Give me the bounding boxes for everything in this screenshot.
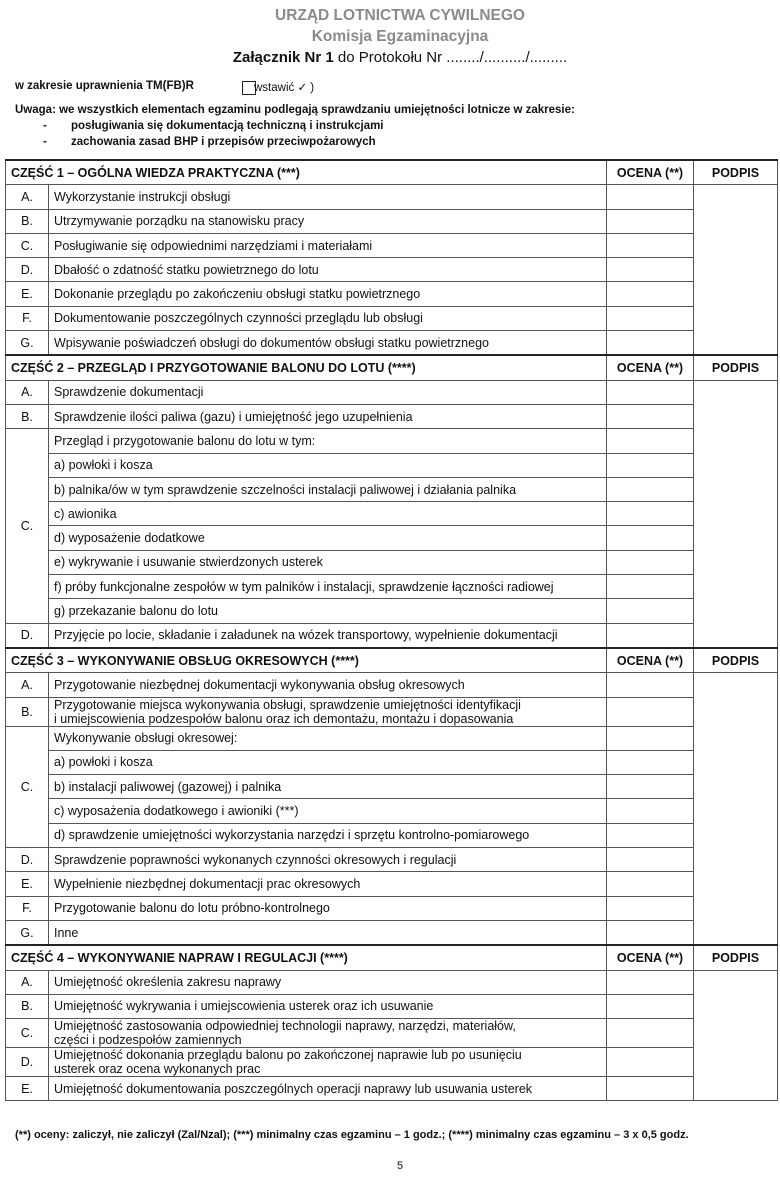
row-letter: G. <box>6 920 49 945</box>
row-text: Wykonywanie obsługi okresowej: <box>49 726 607 750</box>
row-letter: F. <box>6 306 49 330</box>
row-text: Dokumentowanie poszczególnych czynności przeglądu lub obsługi <box>49 306 607 330</box>
grade-column-header: OCENA (**) <box>607 160 694 185</box>
section-header <box>6 355 778 380</box>
grade-column-header: OCENA (**) <box>607 355 694 380</box>
row-text: Wypełnienie niezbędnej dokumentacji prac okresowych <box>49 872 607 896</box>
table-row <box>6 233 778 257</box>
section-title: CZĘŚĆ 3 – WYKONYWANIE OBSŁUG OKRESOWYCH (****) <box>6 648 607 673</box>
row-letter: C. <box>6 429 49 623</box>
row-letter: B. <box>6 994 49 1018</box>
bullet-dash: - <box>43 120 47 132</box>
grade-cell[interactable] <box>607 526 694 550</box>
row-text-line: Przygotowanie miejsca wykonywania obsługi, sprawdzenie umiejętności identyfikacji <box>54 697 521 712</box>
row-text <box>49 697 607 726</box>
section-title: CZĘŚĆ 2 – PRZEGLĄD I PRZYGOTOWANIE BALONU DO LOTU (****) <box>6 355 607 380</box>
grade-cell[interactable] <box>607 209 694 233</box>
row-text: Umiejętność dokumentowania poszczególnych operacji naprawy lub usuwania usterek <box>49 1077 607 1101</box>
signature-cell[interactable] <box>694 380 778 648</box>
signature-cell[interactable] <box>694 970 778 1101</box>
table-row <box>6 453 778 477</box>
grade-cell[interactable] <box>607 185 694 209</box>
grade-cell[interactable] <box>607 1019 694 1048</box>
row-text-line: i umiejscowienia podzespołów balonu oraz ich demontażu, montażu i dopasowania <box>54 711 514 726</box>
table-row <box>6 306 778 330</box>
row-text-line: Umiejętność zastosowania odpowiedniej technologii naprawy, narzędzi, materiałów, <box>54 1019 516 1034</box>
row-text: c) awionika <box>49 502 607 526</box>
table-row <box>6 599 778 623</box>
row-text: f) próby funkcjonalne zespołów w tym palników i instalacji, sprawdzenie łączności radiowej <box>49 575 607 599</box>
sign-column-header: PODPIS <box>694 945 778 970</box>
grade-column-header: OCENA (**) <box>607 945 694 970</box>
row-text: Przegląd i przygotowanie balonu do lotu w tym: <box>49 429 607 453</box>
row-text: Wpisywanie poświadczeń obsługi do dokumentów obsługi statku powietrznego <box>49 331 607 356</box>
row-letter: A. <box>6 185 49 209</box>
annex-heading <box>0 49 780 66</box>
grade-cell[interactable] <box>607 233 694 257</box>
grade-cell[interactable] <box>607 404 694 428</box>
table-row <box>6 726 778 750</box>
grade-cell[interactable] <box>607 823 694 847</box>
grade-cell[interactable] <box>607 453 694 477</box>
row-text: c) wyposażenia dodatkowego i awioniki (***) <box>49 799 607 823</box>
table-row <box>6 380 778 404</box>
grade-cell[interactable] <box>607 896 694 920</box>
table-row <box>6 185 778 209</box>
grade-cell[interactable] <box>607 726 694 750</box>
exam-table <box>5 159 778 1101</box>
grade-cell[interactable] <box>607 550 694 574</box>
row-text: Wykorzystanie instrukcji obsługi <box>49 185 607 209</box>
table-row <box>6 799 778 823</box>
table-row <box>6 994 778 1018</box>
table-row <box>6 896 778 920</box>
grade-cell[interactable] <box>607 380 694 404</box>
row-letter: E. <box>6 872 49 896</box>
table-row <box>6 258 778 282</box>
table-row <box>6 750 778 774</box>
row-text: a) powłoki i kosza <box>49 750 607 774</box>
page-number: 5 <box>396 1160 404 1172</box>
grade-cell[interactable] <box>607 697 694 726</box>
row-text: Przygotowanie balonu do lotu próbno-kontrolnego <box>49 896 607 920</box>
row-text: b) instalacji paliwowej (gazowej) i palnika <box>49 775 607 799</box>
table-row <box>6 623 778 648</box>
grade-cell[interactable] <box>607 1077 694 1101</box>
row-text: Przygotowanie niezbędnej dokumentacji wykonywania obsług okresowych <box>49 673 607 697</box>
table-row <box>6 1019 778 1048</box>
row-text <box>49 1019 607 1048</box>
row-letter: A. <box>6 673 49 697</box>
row-letter: B. <box>6 404 49 428</box>
table-row <box>6 282 778 306</box>
row-text: Umiejętność wykrywania i umiejscowienia usterek oraz ich usuwanie <box>49 994 607 1018</box>
section-header <box>6 160 778 185</box>
row-text: Dokonanie przeglądu po zakończeniu obsługi statku powietrznego <box>49 282 607 306</box>
annex-number: Załącznik Nr 1 <box>232 49 334 66</box>
table-row <box>6 502 778 526</box>
row-text: Sprawdzenie ilości paliwa (gazu) i umiejętność jego uzupełnienia <box>49 404 607 428</box>
row-text-line: części i podzespołów zamiennych <box>54 1033 242 1048</box>
row-text: Umiejętność określenia zakresu naprawy <box>49 970 607 994</box>
row-text: Sprawdzenie dokumentacji <box>49 380 607 404</box>
row-letter: D. <box>6 623 49 648</box>
grade-cell[interactable] <box>607 775 694 799</box>
grade-cell[interactable] <box>607 623 694 648</box>
row-letter: A. <box>6 380 49 404</box>
table-row <box>6 209 778 233</box>
row-text: Utrzymywanie porządku na stanowisku pracy <box>49 209 607 233</box>
row-text: Sprawdzenie poprawności wykonanych czynności okresowych i regulacji <box>49 848 607 872</box>
row-letter: B. <box>6 697 49 726</box>
row-letter: B. <box>6 209 49 233</box>
section-title: CZĘŚĆ 4 – WYKONYWANIE NAPRAW I REGULACJI (****) <box>6 945 607 970</box>
commission-title: Komisja Egzaminacyjna <box>311 28 489 45</box>
grade-cell[interactable] <box>607 750 694 774</box>
row-letter: C. <box>6 726 49 847</box>
section-title: CZĘŚĆ 1 – OGÓLNA WIEDZA PRAKTYCZNA (***) <box>6 160 607 185</box>
row-text <box>49 1048 607 1077</box>
row-text-line: Umiejętność dokonania przeglądu balonu po zakończonej naprawie lub po usunięciu <box>54 1048 522 1063</box>
protocol-number: do Protokołu Nr ......../........../......... <box>333 49 568 66</box>
grade-cell[interactable] <box>607 994 694 1018</box>
grade-cell[interactable] <box>607 429 694 453</box>
table-row <box>6 1077 778 1101</box>
grade-cell[interactable] <box>607 848 694 872</box>
grade-column-header: OCENA (**) <box>607 648 694 673</box>
grade-cell[interactable] <box>607 599 694 623</box>
row-text: Inne <box>49 920 607 945</box>
table-row <box>6 920 778 945</box>
row-text: Przyjęcie po locie, składanie i załadunek na wózek transportowy, wypełnienie dokumentacji <box>49 623 607 648</box>
sign-column-header: PODPIS <box>694 355 778 380</box>
row-text: d) sprawdzenie umiejętności wykorzystania narzędzi i sprzętu kontrolno-pomiarowego <box>49 823 607 847</box>
sign-column-header: PODPIS <box>694 648 778 673</box>
grade-cell[interactable] <box>607 306 694 330</box>
table-row <box>6 331 778 356</box>
footnote: (**) oceny: zaliczył, nie zaliczył (Zal/Nzal); (***) minimalny czas egzaminu – 1 godz.; (****) minimalny czas egzaminu – 3 x 0,5 godz. <box>15 1129 689 1141</box>
table-row <box>6 404 778 428</box>
grade-cell[interactable] <box>607 575 694 599</box>
signature-cell[interactable] <box>694 185 778 356</box>
grade-cell[interactable] <box>607 502 694 526</box>
row-text: d) wyposażenie dodatkowe <box>49 526 607 550</box>
row-text: Posługiwanie się odpowiednimi narzędziami i materiałami <box>49 233 607 257</box>
row-letter: D. <box>6 848 49 872</box>
grade-cell[interactable] <box>607 799 694 823</box>
grade-cell[interactable] <box>607 970 694 994</box>
row-letter: E. <box>6 282 49 306</box>
row-letter: C. <box>6 1019 49 1048</box>
sign-column-header: PODPIS <box>694 160 778 185</box>
grade-cell[interactable] <box>607 331 694 356</box>
table-row <box>6 823 778 847</box>
grade-cell[interactable] <box>607 673 694 697</box>
organization-title: URZĄD LOTNICTWA CYWILNEGO <box>275 7 525 24</box>
row-text: a) powłoki i kosza <box>49 453 607 477</box>
row-text-line: usterek oraz ocena wykonanych prac <box>54 1062 261 1077</box>
grade-cell[interactable] <box>607 258 694 282</box>
row-letter: G. <box>6 331 49 356</box>
bullet-text: zachowania zasad BHP i przepisów przeciwpożarowych <box>71 136 376 148</box>
grade-cell[interactable] <box>607 477 694 501</box>
row-text: Dbałość o zdatność statku powietrznego do lotu <box>49 258 607 282</box>
grade-cell[interactable] <box>607 872 694 896</box>
bullet-dash: - <box>43 136 47 148</box>
table-row <box>6 697 778 726</box>
grade-cell[interactable] <box>607 920 694 945</box>
table-row <box>6 526 778 550</box>
row-letter: F. <box>6 896 49 920</box>
table-row <box>6 970 778 994</box>
table-row <box>6 775 778 799</box>
bullet-text: posługiwania się dokumentacją techniczną i instrukcjami <box>71 120 384 132</box>
section-header <box>6 945 778 970</box>
row-letter: C. <box>6 233 49 257</box>
exam-note: Uwaga: we wszystkich elementach egzaminu podlegają sprawdzaniu umiejętności lotnicze w zakresie: <box>15 104 575 116</box>
license-scope-label: w zakresie uprawnienia TM(FB)R <box>15 80 194 92</box>
row-letter: D. <box>6 258 49 282</box>
grade-cell[interactable] <box>607 282 694 306</box>
row-text: g) przekazanie balonu do lotu <box>49 599 607 623</box>
row-text: e) wykrywanie i usuwanie stwierdzonych usterek <box>49 550 607 574</box>
row-letter: A. <box>6 970 49 994</box>
table-row <box>6 550 778 574</box>
table-row <box>6 575 778 599</box>
row-text: b) palnika/ów w tym sprawdzenie szczelności instalacji paliwowej i działania palnika <box>49 477 607 501</box>
row-letter: E. <box>6 1077 49 1101</box>
table-row <box>6 429 778 453</box>
signature-cell[interactable] <box>694 673 778 945</box>
table-row <box>6 848 778 872</box>
table-row <box>6 872 778 896</box>
table-row <box>6 477 778 501</box>
row-letter: D. <box>6 1048 49 1077</box>
section-header <box>6 648 778 673</box>
table-row <box>6 1048 778 1077</box>
grade-cell[interactable] <box>607 1048 694 1077</box>
table-row <box>6 673 778 697</box>
checkbox-hint: wstawić ✓ ) <box>254 82 315 94</box>
